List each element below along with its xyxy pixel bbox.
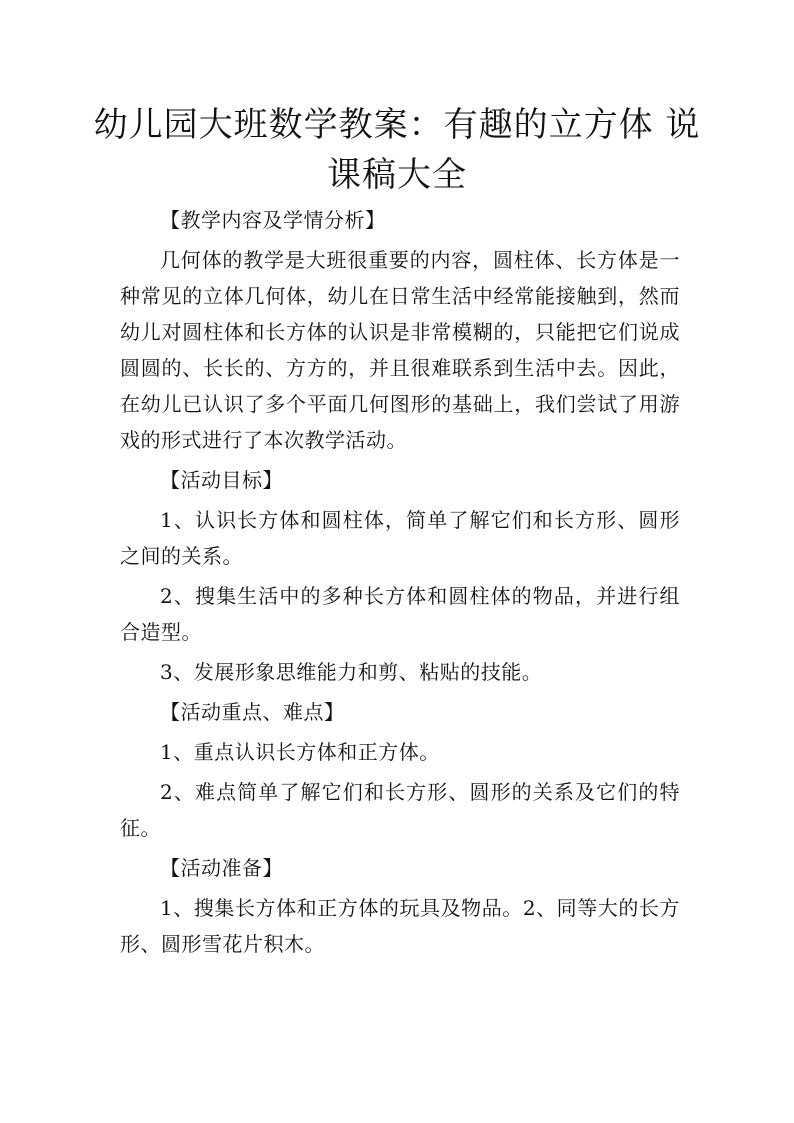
section-heading-key-points: 【活动重点、难点】	[160, 700, 345, 724]
paragraph-content-analysis: 几何体的教学是大班很重要的内容，圆柱体、长方体是一种常见的立体几何体，幼儿在日常生活中经常能接触到，然而幼儿对圆柱体和长方体的认识是非常模糊的，只能把它们说成圆圆的、长长的、方方的，并且很难联系到生活中去。因此，在幼儿已认识了多个平面几何图形的基础上，我们尝试了用游戏的形式进行了本次教学活动。	[120, 248, 680, 452]
goal-item-1: 1、认识长方体和圆柱体，简单了解它们和长方形、圆形之间的关系。	[120, 508, 680, 568]
goal-item-3: 3、发展形象思维能力和剪、粘贴的技能。	[160, 660, 543, 684]
key-point-item-1: 1、重点认识长方体和正方体。	[160, 740, 440, 764]
section-heading-preparation: 【活动准备】	[160, 856, 283, 880]
section-heading-goals: 【活动目标】	[160, 468, 283, 492]
goal-item-2: 2、搜集生活中的多种长方体和圆柱体的物品，并进行组合造型。	[120, 584, 680, 644]
document-body	[120, 202, 680, 962]
key-point-item-2: 2、难点简单了解它们和长方形、圆形的关系及它们的特征。	[120, 780, 680, 840]
document-title: 幼儿园大班数学教案：有趣的立方体 说课稿大全	[93, 105, 701, 195]
section-heading-content-analysis: 【教学内容及学情分析】	[160, 208, 386, 232]
preparation-items: 1、搜集长方体和正方体的玩具及物品。2、同等大的长方形、圆形雪花片积木。	[120, 896, 680, 956]
